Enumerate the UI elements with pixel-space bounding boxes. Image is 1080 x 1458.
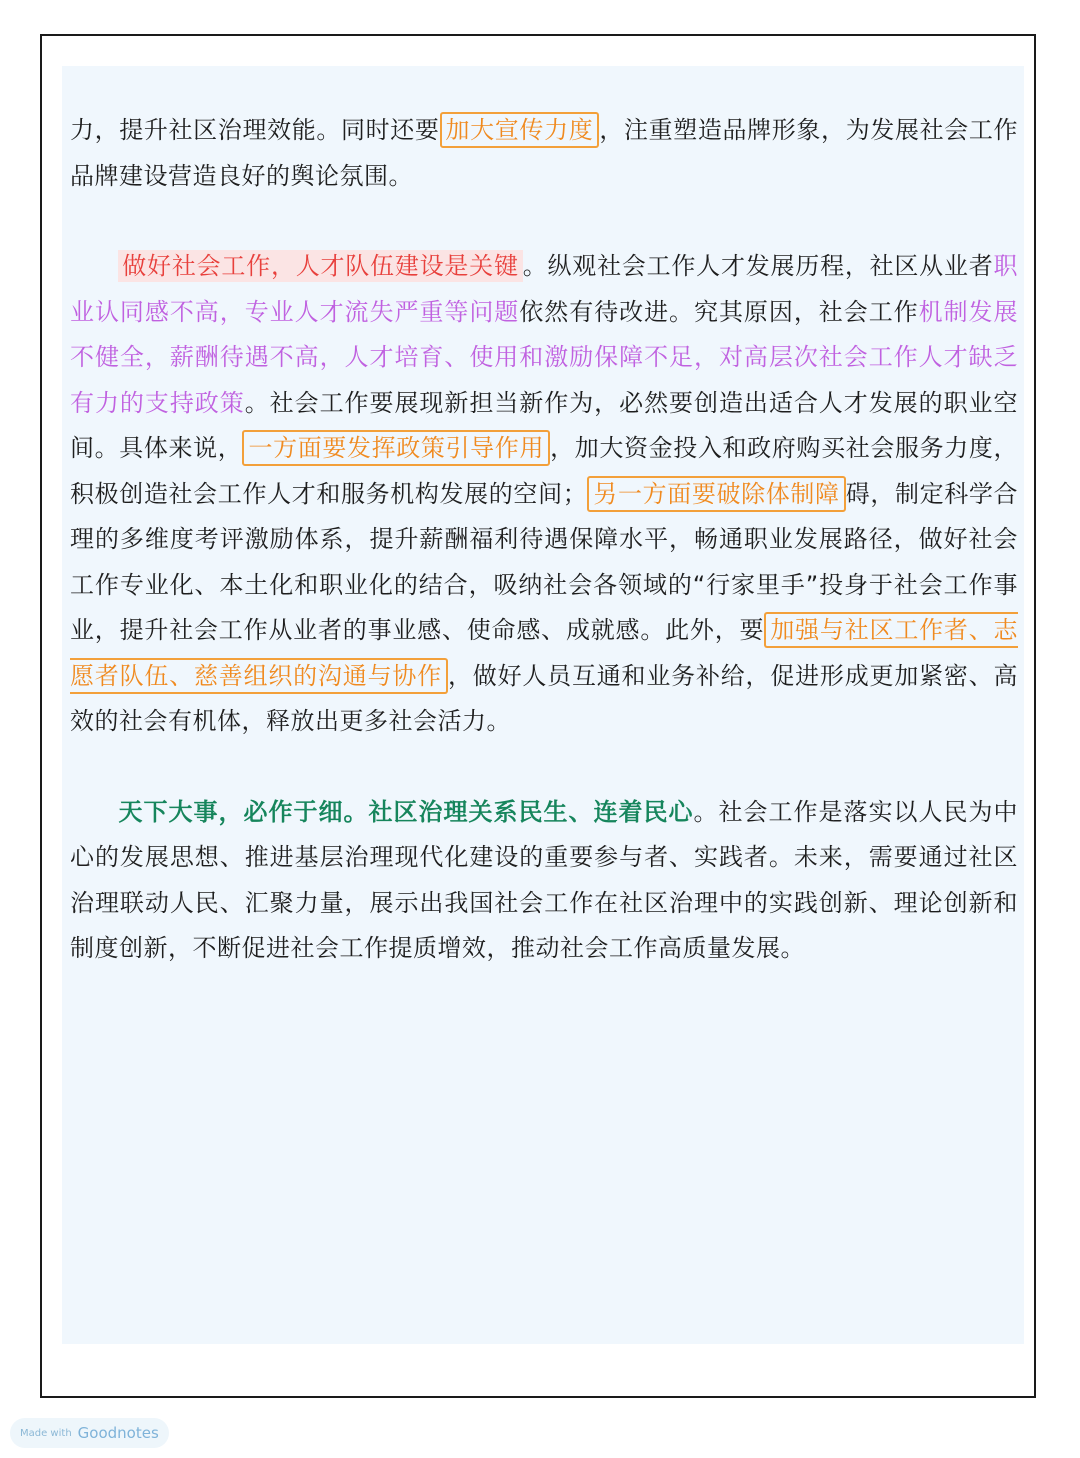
- paragraph-2: [70, 244, 1018, 745]
- p2-text-1: 。纵观社会工作人才发展历程，社区从业者: [522, 252, 994, 280]
- p2-purple-phrase-1: 职业认同感不高，专业人才流失严重等问题: [70, 252, 1019, 326]
- p2-text-3: 。社会工作要展现新担当新作为，必然要创造出适合人才发展的职业空间。具体来说，: [70, 388, 1019, 462]
- p2-boxed-phrase-2: 另一方面要破除体制障: [587, 476, 846, 512]
- goodnotes-watermark: [10, 1418, 169, 1448]
- p2-text-2: 依然有待改进。究其原因，社会工作: [519, 297, 919, 326]
- p2-boxed-phrase-3: 加强与社区工作者、志愿者队伍、慈善组织的沟通与协作: [70, 612, 1018, 694]
- p1-text-2: ，注重塑造品牌形象，为发展社会工作品牌建设营造良好的舆论氛围。: [70, 116, 1019, 190]
- goodnotes-brand-label: Goodnotes: [77, 1424, 159, 1442]
- note-page: [40, 34, 1036, 1398]
- p2-red-highlight: 做好社会工作，人才队伍建设是关键: [118, 250, 523, 282]
- paragraph-3: [70, 790, 1018, 972]
- made-with-label: Made with: [20, 1427, 72, 1439]
- paragraph-1: [70, 108, 1018, 199]
- p1-text-1: 力，提升社区治理效能。同时还要: [70, 116, 440, 144]
- p2-purple-phrase-2: 机制发展不健全，薪酬待遇不高，人才培育、使用和激励保障不足，对高层次社会工作人才缺乏有力的支持政策: [70, 297, 1019, 417]
- p3-text-1: 。社会工作是落实以人民为中心的发展思想、推进基层治理现代化建设的重要参与者、实践者。未来，需要通过社区治理联动人民、汇聚力量，展示出我国社会工作在社区治理中的实践创新、理论创新和制度创新，不断促进社会工作提质增效，推动社会工作高质量发展。: [70, 797, 1018, 962]
- p2-boxed-phrase-1: 一方面要发挥政策引导作用: [242, 430, 550, 466]
- p2-text-4: ，加大资金投入和政府购买社会服务力度，积极创造社会工作人才和服务机构发展的空间；: [70, 434, 1019, 508]
- p2-text-6: ，做好人员互通和业务补给，促进形成更加紧密、高效的社会有机体，释放出更多社会活力。: [70, 661, 1019, 735]
- p1-boxed-phrase: 加大宣传力度: [440, 112, 600, 148]
- p2-text-5: 碍，制定科学合理的多维度考评激励体系，提升薪酬福利待遇保障水平，畅通职业发展路径，做好社会工作专业化、本土化和职业化的结合，吸纳社会各领域的“行家里手”投身于社会工作事业，提升社会工作从业者的事业感、使命感、成就感。此外，要: [70, 479, 1019, 644]
- p3-green-phrase: 天下大事，必作于细。社区治理关系民生、连着民心: [118, 797, 694, 826]
- note-content-area: [62, 66, 1024, 1344]
- essay-text: [70, 108, 1018, 972]
